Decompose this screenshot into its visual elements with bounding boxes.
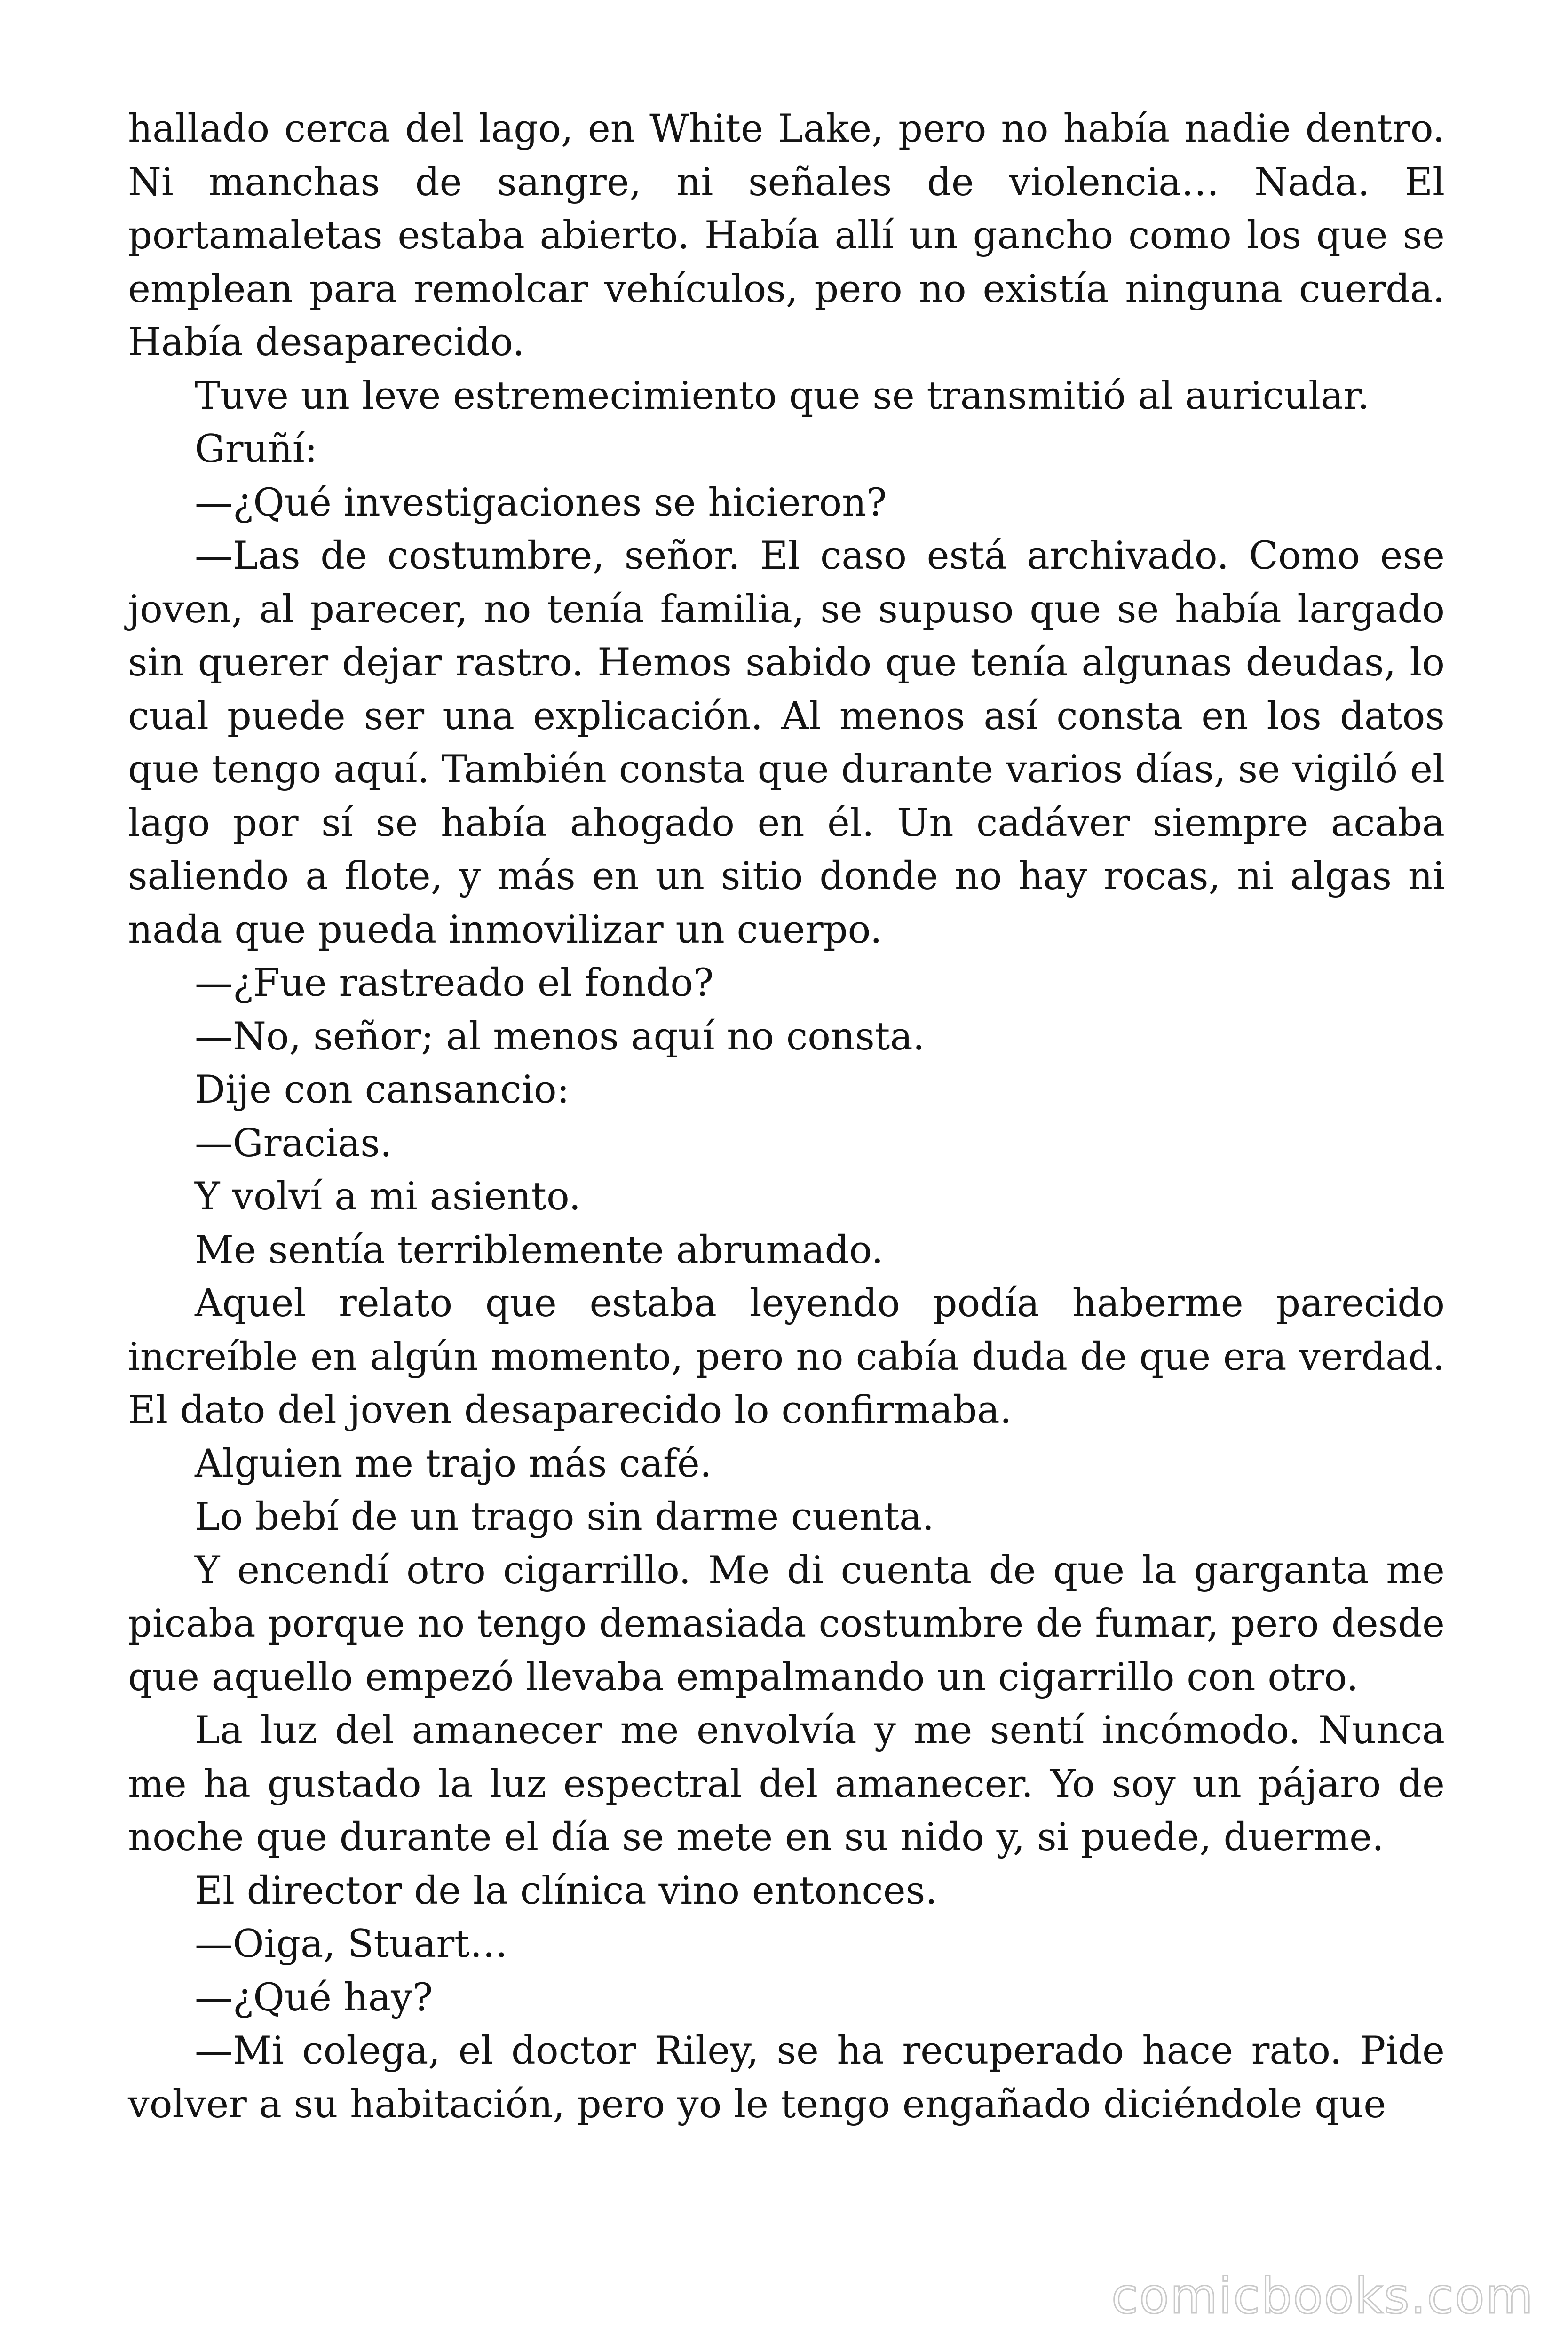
- paragraph: —Gracias.: [195, 1121, 392, 1166]
- paragraph: Me sentía terriblemente abrumado.: [195, 1228, 884, 1272]
- paragraph: Y encendí otro cigarrillo. Me di cuenta de que la garganta me picaba porque no tengo demasiada costumbre de fumar, pero desde que aquello empezó llevaba empalmando un cigarrillo con otro.: [128, 1548, 1445, 1700]
- paragraph: —Mi colega, el doctor Riley, se ha recuperado hace rato. Pide volver a su habitación, pero yo le tengo engañado diciéndole que: [128, 2029, 1445, 2127]
- paragraph: Lo bebí de un trago sin darme cuenta.: [195, 1495, 934, 1539]
- paragraph: Tuve un leve estremecimiento que se transmitió al auricular.: [195, 373, 1370, 418]
- paragraph: —¿Qué hay?: [195, 1975, 433, 2020]
- paragraph: —¿Qué investigaciones se hicieron?: [195, 480, 887, 525]
- paragraph: Dije con cansancio:: [195, 1068, 570, 1112]
- paragraph: Gruñí:: [195, 427, 317, 471]
- paragraph: —¿Fue rastreado el fondo?: [195, 961, 714, 1005]
- paragraph: La luz del amanecer me envolvía y me sentí incómodo. Nunca me ha gustado la luz espectral del amanecer. Yo soy un pájaro de noche que durante el día se mete en su nido y, si puede, duerme.: [128, 1708, 1445, 1859]
- paragraph: Alguien me trajo más café.: [195, 1441, 712, 1486]
- watermark: comicbooks.com: [1111, 2267, 1534, 2325]
- paragraph: —Oiga, Stuart…: [195, 1922, 508, 1966]
- paragraph: Y volví a mi asiento.: [195, 1175, 581, 1219]
- paragraph: El director de la clínica vino entonces.: [195, 1868, 938, 1913]
- body-text: [128, 103, 1445, 2131]
- paragraph: Aquel relato que estaba leyendo podía haberme parecido increíble en algún momento, pero no cabía duda de que era verdad. El dato del joven desaparecido lo confirmaba.: [128, 1281, 1445, 1432]
- paragraph: —No, señor; al menos aquí no consta.: [195, 1014, 925, 1059]
- paragraph: —Las de costumbre, señor. El caso está archivado. Como ese joven, al parecer, no tenía familia, se supuso que se había largado sin querer dejar rastro. Hemos sabido que tenía algunas deudas, lo cual puede ser una explicación. Al menos así consta en los datos que tengo aquí. También consta que durante varios días, se vigiló el lago por sí se había ahogado en él. Un cadáver siempre acaba saliendo a flote, y más en un sitio donde no hay rocas, ni algas ni nada que pueda inmovilizar un cuerpo.: [128, 534, 1445, 952]
- paragraph: hallado cerca del lago, en White Lake, pero no había nadie dentro. Ni manchas de sangre, ni señales de violencia… Nada. El portamaletas estaba abierto. Había allí un gancho como los que se emplean para remolcar vehículos, pero no existía ninguna cuerda. Había desaparecido.: [128, 107, 1445, 365]
